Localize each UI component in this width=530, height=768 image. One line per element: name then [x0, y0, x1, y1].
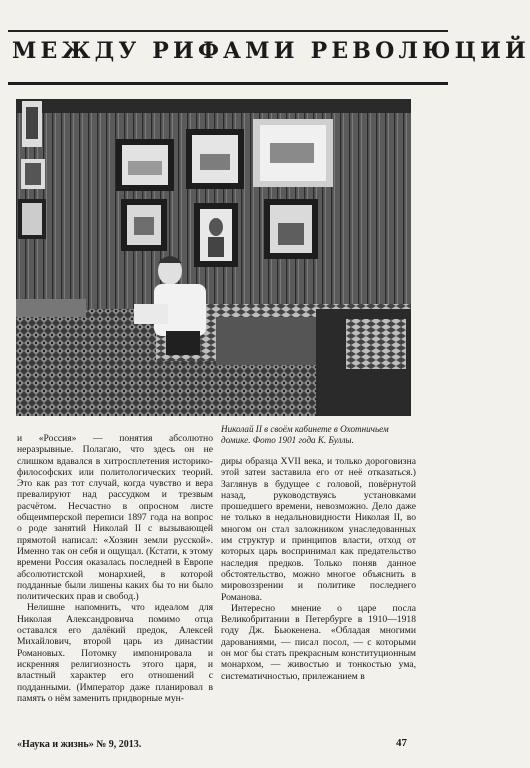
header-rule: [8, 30, 448, 32]
paragraph: диры образца XVII века, и только дороговизна этой затеи заставила его от неё отказаться.) Заглянув в будущее с головой, повёрнутой назад, руководствуясь установками прошедшего времени, невозможно. Дело даже не только в недальновидности Николая II, во многом он стал заложником унаследованных им структур и принципов власти, отход от которых царь воспринимал как предательство наследия предков. Только поняв данное обстоятельство, можно многое объяснить в мировоззрении и политике последнего Романова.: [221, 456, 416, 603]
paragraph: Интересно мнение о царе посла Великобритании в Петербурге в 1910—1918 году Дж. Бьюкенена. «Обладая многими дарованиями, — писал посол, — с которыми он мог бы стать прекрасным конституционным монархом, — живостью и тонкостью ума, систематичностью, прилежанием в: [221, 602, 416, 682]
title-rule: [8, 82, 448, 85]
historical-photo: [16, 99, 411, 416]
journal-credit: «Наука и жизнь» № 9, 2013.: [17, 739, 142, 750]
text-column-right: [221, 456, 416, 682]
paragraph: и «Россия» — понятия абсолютно неразрывные. Полагаю, что здесь он не слишком вдавался в хитросплетения историко-философских или политологических теорий. Это как раз тот случай, когда чувство и вера превалируют над рассудком и трезвым расчётом. Несчастно в опросном листе общеимперской переписи 1897 года на вопрос о роде занятий Николай II с вызывающей прямотой написал: «Хозяин земли русской». Именно так он себя и ощущал. (Кстати, к этому времени Россия оказалась последней в Европе абсолютистской монархией, в которой подданные были лишены каких бы то ни было политических прав и свобод.): [17, 433, 213, 603]
paragraph: Нелишне напомнить, что идеалом для Николая Александровича помимо отца оставался его далёкий предок, Алексей Михайлович, второй царь из династии Романовых. Потомку импонировала и искренняя религиозность этого царя, и властный характер его отношений с подданными. (Император даже планировал в память о нём заменить придворные мун-: [17, 602, 213, 704]
page-number: 47: [396, 737, 407, 749]
photo-caption: Николай II в своём кабинете в Охотничьем домике. Фото 1901 года К. Буллы.: [221, 424, 389, 446]
text-column-left: [17, 433, 213, 704]
section-title: МЕЖДУ РИФАМИ РЕВОЛЮЦИЙ: [12, 38, 530, 64]
